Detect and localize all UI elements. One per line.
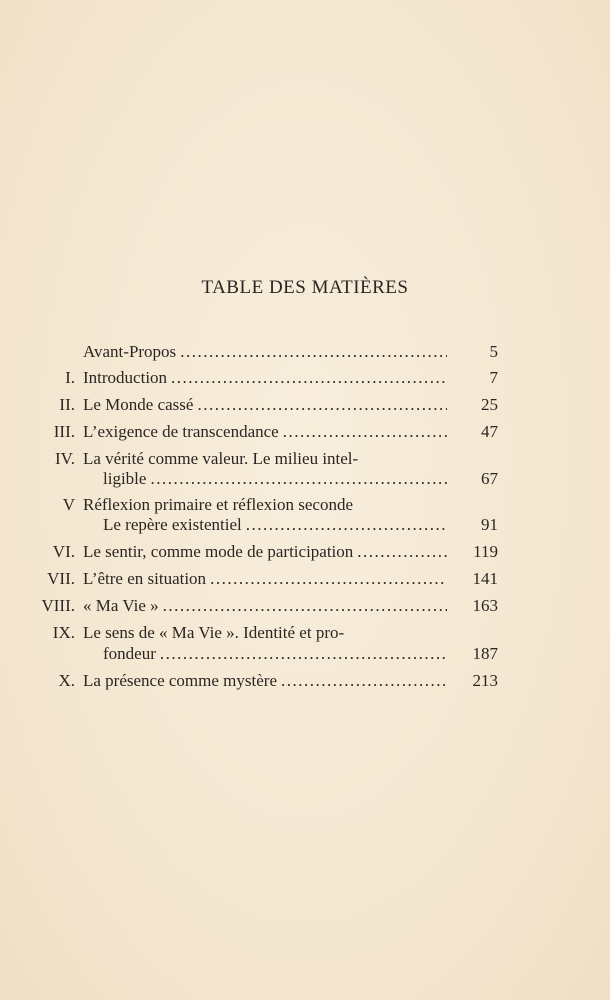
dot-leader [279, 419, 447, 445]
toc-number: V [62, 495, 75, 514]
toc-page: 67 [481, 469, 498, 488]
toc-title: « Ma Vie » [83, 596, 159, 615]
toc-number: IX. [52, 623, 75, 642]
toc-number: I. [65, 368, 75, 387]
toc-title: Avant-Propos [83, 342, 177, 361]
dot-leader [146, 466, 447, 492]
toc-number: VII. [47, 569, 75, 588]
toc-page: 91 [481, 515, 498, 534]
dot-leader [167, 365, 447, 391]
dot-leader [277, 668, 447, 694]
toc-title: Le Monde cassé [83, 395, 194, 414]
page-title: TABLE DES MATIÈRES [201, 277, 409, 298]
toc-page: 213 [472, 671, 498, 690]
dot-leader [206, 566, 447, 592]
toc-page: 119 [473, 542, 498, 561]
toc-number: VI. [52, 542, 75, 561]
toc-title: Introduction [83, 368, 168, 387]
toc-title-continued: fondeur [103, 644, 156, 663]
toc-number: III. [53, 422, 75, 441]
toc-title: La présence comme mystère [83, 671, 277, 690]
toc-title: Le sens de « Ma Vie ». Identité et pro- [83, 623, 345, 642]
toc-title: Réflexion primaire et réflexion seconde [83, 495, 353, 514]
dot-leader [193, 392, 447, 418]
toc-page: 163 [472, 596, 498, 615]
dot-leader [159, 593, 447, 619]
toc-page: 141 [472, 569, 498, 588]
dot-leader [176, 339, 447, 365]
toc-number: IV. [55, 449, 75, 468]
toc-page: 187 [472, 644, 498, 663]
dot-leader [353, 539, 447, 565]
dot-leader [156, 641, 447, 667]
toc-title: L’exigence de transcendance [83, 422, 279, 441]
toc-number: II. [59, 395, 75, 414]
toc-page: 47 [481, 422, 498, 441]
toc-title-continued: Le repère existentiel [103, 515, 242, 534]
toc-number: X. [58, 671, 75, 690]
toc-number: VIII. [41, 596, 75, 615]
toc-page: 5 [489, 342, 498, 361]
toc-page: 7 [489, 368, 498, 387]
dot-leader [242, 512, 447, 538]
toc-page: 25 [481, 395, 498, 414]
toc-title: La vérité comme valeur. Le milieu intel- [83, 449, 359, 468]
toc-title: L’être en situation [83, 569, 207, 588]
toc-title: Le sentir, comme mode de participation [83, 542, 354, 561]
toc-title-continued: ligible [103, 469, 147, 488]
